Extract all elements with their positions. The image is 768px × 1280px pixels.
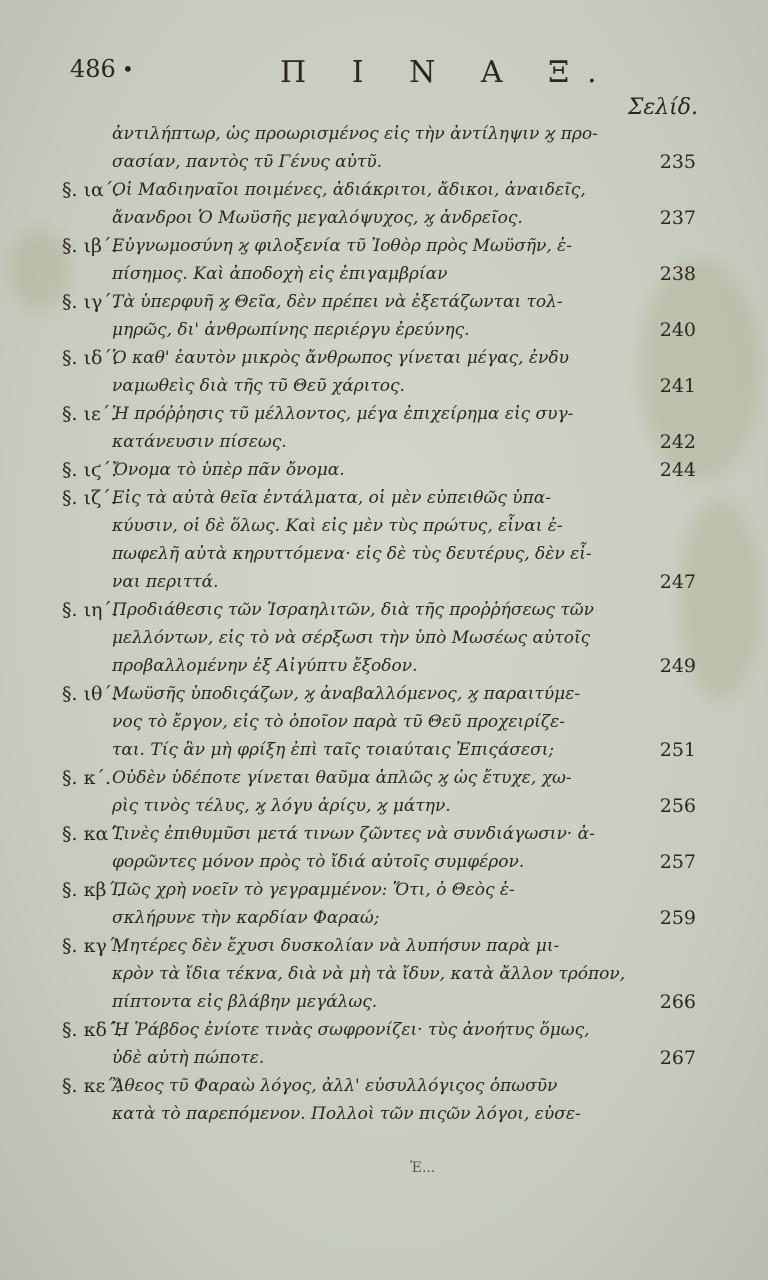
section-mark: §. ιβ΄. (62, 235, 118, 257)
entry-text-line: κατάνευσιν πίσεως. (112, 432, 287, 452)
entry-text-line: σασίαν, παντὸς τῦ Γένυς αὐτῦ. (112, 152, 383, 172)
entry-text-line: πίσημος. Καὶ ἀποδοχὴ εἰς ἐπιγαμβρίαν (112, 264, 448, 284)
page-reference: 244 (659, 459, 696, 481)
index-entry (62, 596, 706, 680)
section-mark: §. κγ΄. (62, 935, 123, 957)
page-reference: 259 (659, 907, 696, 929)
entry-text-line: Οὐδὲν ὑδέποτε γίνεται θαῦμα ἁπλῶς ϗ ὡς ἔτυχε, χω- (112, 768, 572, 788)
ink-dot: • (122, 57, 134, 81)
page-reference: 256 (659, 795, 696, 817)
index-entry (62, 680, 706, 764)
entry-text-line: σκλήρυνε τὴν καρδίαν Φαραώ; (112, 908, 380, 928)
entry-text-line: Εἰς τὰ αὐτὰ θεῖα ἐντάλματα, οἱ μὲν εὐπειθῶς ὑπα- (112, 488, 552, 508)
entry-text-line: προβαλλομένην ἐξ Αἰγύπτυ ἔξοδον. (112, 656, 418, 676)
page-reference: 240 (659, 319, 696, 341)
entry-text-line: Τινὲς ἐπιθυμῦσι μετά τινων ζῶντες νὰ συνδιάγωσιν· ἀ- (112, 824, 595, 844)
entry-text-line: Ὄνομα τὸ ὑπὲρ πᾶν ὄνομα. (112, 460, 345, 480)
index-entry (62, 344, 706, 400)
page-reference: 235 (659, 151, 696, 173)
index-entry (62, 876, 706, 932)
section-mark: §. ιδ΄. (62, 347, 119, 369)
column-label: Σελίδ. (627, 95, 698, 120)
page-reference: 257 (659, 851, 696, 873)
index-entry (62, 288, 706, 344)
page-title: Π Ι Ν Α Ξ. (280, 55, 615, 90)
entry-text-line: Πῶς χρὴ νοεῖν τὸ γεγραμμένον: Ὅτι, ὁ Θεὸς ἐ- (112, 880, 515, 900)
index-entry (62, 176, 706, 232)
entry-text-line: πωφελῆ αὐτὰ κηρυττόμενα· εἰς δὲ τὺς δευτέρυς, δὲν εἶ- (112, 544, 592, 564)
index-entry (62, 1016, 706, 1072)
section-mark: §. ιζ΄. (62, 487, 117, 509)
index-entry (62, 120, 706, 176)
page-number: 486 (70, 55, 116, 83)
index-entry (62, 1072, 706, 1128)
entry-text-line: Οἱ Μαδιηναῖοι ποιμένες, ἀδιάκριτοι, ἄδικοι, ἀναιδεῖς, (112, 180, 586, 200)
page-reference: 237 (659, 207, 696, 229)
section-mark: §. κα΄. (62, 823, 124, 845)
page-header (70, 55, 708, 95)
entry-text-line: ἄνανδροι Ὁ Μωϋσῆς μεγαλόψυχος, ϗ ἀνδρεῖος. (112, 208, 523, 228)
page-reference: 247 (659, 571, 696, 593)
water-stain (10, 230, 70, 310)
page-reference: 266 (659, 991, 696, 1013)
index-entry (62, 456, 706, 484)
index-entry (62, 400, 706, 456)
entry-text-line: μελλόντων, εἰς τὸ νὰ σέρξωσι τὴν ὑπὸ Μωσέως αὐτοῖς (112, 628, 591, 648)
index-entry (62, 820, 706, 876)
entry-text-line: μηρῶς, δι' ἀνθρωπίνης περιέργυ ἐρεύνης. (112, 320, 470, 340)
page-reference: 238 (659, 263, 696, 285)
section-mark: §. κδ΄. (62, 1019, 123, 1041)
entry-text-line: Ὁ καθ' ἑαυτὸν μικρὸς ἄνθρωπος γίνεται μέγας, ἐνδυ (112, 348, 569, 368)
section-mark: §. κ΄. (62, 767, 111, 789)
entry-text-line: κατὰ τὸ παρεπόμενον. Πολλοὶ τῶν πιςῶν λόγοι, εὐσε- (112, 1104, 581, 1124)
entry-text-line: κρὸν τὰ ἴδια τέκνα, διὰ νὰ μὴ τὰ ἴδυν, κατὰ ἄλλον τρόπον, (112, 964, 626, 984)
entry-text-line: ται. Τίς ἂν μὴ φρίξη ἐπὶ ταῖς τοιαύταις Ἐπιςάσεσι; (112, 740, 555, 760)
entry-text-line: Ἄθεος τῦ Φαραὼ λόγος, ἀλλ' εὐσυλλόγιςος ὁπωσῦν (112, 1076, 558, 1096)
page-reference: 242 (659, 431, 696, 453)
page-reference: 249 (659, 655, 696, 677)
section-mark: §. ιϛ΄. (62, 459, 118, 481)
entry-text-line: ὐδὲ αὐτὴ πώποτε. (112, 1048, 265, 1068)
entry-text-line: Μητέρες δὲν ἔχυσι δυσκολίαν νὰ λυπήσυν παρὰ μι- (112, 936, 560, 956)
section-mark: §. ιθ΄. (62, 683, 119, 705)
section-mark: §. κε΄. (62, 1075, 121, 1097)
index-entries (62, 120, 706, 1128)
entry-text-line: ρὶς τινὸς τέλυς, ϗ λόγυ ἀρίςυ, ϗ μάτην. (112, 796, 451, 816)
page-reference: 251 (659, 739, 696, 761)
entry-text-line: Ἡ πρόῤῥησις τῦ μέλλοντος, μέγα ἐπιχείρημα εἰς συγ- (112, 404, 574, 424)
entry-text-line: Προδιάθεσις τῶν Ἰσραηλιτῶν, διὰ τῆς προῤῥήσεως τῶν (112, 600, 594, 620)
page-reference: 267 (659, 1047, 696, 1069)
section-mark: §. ια΄. (62, 179, 120, 201)
entry-text-line: Μωϋσῆς ὑποδιςάζων, ϗ ἀναβαλλόμενος, ϗ παραιτύμε- (112, 684, 581, 704)
entry-text-line: ναι περιττά. (112, 572, 219, 592)
section-mark: §. κβ΄. (62, 879, 122, 901)
index-entry (62, 484, 706, 596)
section-mark: §. ιε΄. (62, 403, 117, 425)
index-entry (62, 932, 706, 1016)
entry-text-line: πίπτοντα εἰς βλάβην μεγάλως. (112, 992, 378, 1012)
entry-text-line: φορῶντες μόνον πρὸς τὸ ἴδιά αὐτοῖς συμφέρον. (112, 852, 525, 872)
index-entry (62, 232, 706, 288)
entry-text-line: Εὐγνωμοσύνη ϗ φιλοξενία τῦ Ἰοθὸρ πρὸς Μωϋσῆν, ἐ- (112, 236, 573, 256)
section-mark: §. ιγ΄. (62, 291, 118, 313)
entry-text-line: νος τὸ ἔργον, εἰς τὸ ὁποῖον παρὰ τῦ Θεῦ προχειρίζε- (112, 712, 565, 732)
entry-text-line: κύυσιν, οἱ δὲ ὅλως. Καὶ εἰς μὲν τὺς πρώτυς, εἶναι ἐ- (112, 516, 563, 536)
entry-text-line: Ἡ Ῥάβδος ἐνίοτε τινὰς σωφρονίζει· τὺς ἀνοήτυς ὅμως, (112, 1020, 590, 1040)
entry-text-line: ἀντιλήπτωρ, ὡς προωρισμένος εἰς τὴν ἀντίληψιν ϗ προ- (112, 124, 598, 144)
index-entry (62, 764, 706, 820)
section-mark: §. ιη΄. (62, 599, 118, 621)
catchword: Ἐ... (410, 1160, 436, 1176)
entry-text-line: Τὰ ὑπερφυῆ ϗ Θεῖα, δὲν πρέπει νὰ ἐξετάζωνται τολ- (112, 292, 563, 312)
page-reference: 241 (659, 375, 696, 397)
entry-text-line: ναμωθεὶς διὰ τῆς τῦ Θεῦ χάριτος. (112, 376, 405, 396)
